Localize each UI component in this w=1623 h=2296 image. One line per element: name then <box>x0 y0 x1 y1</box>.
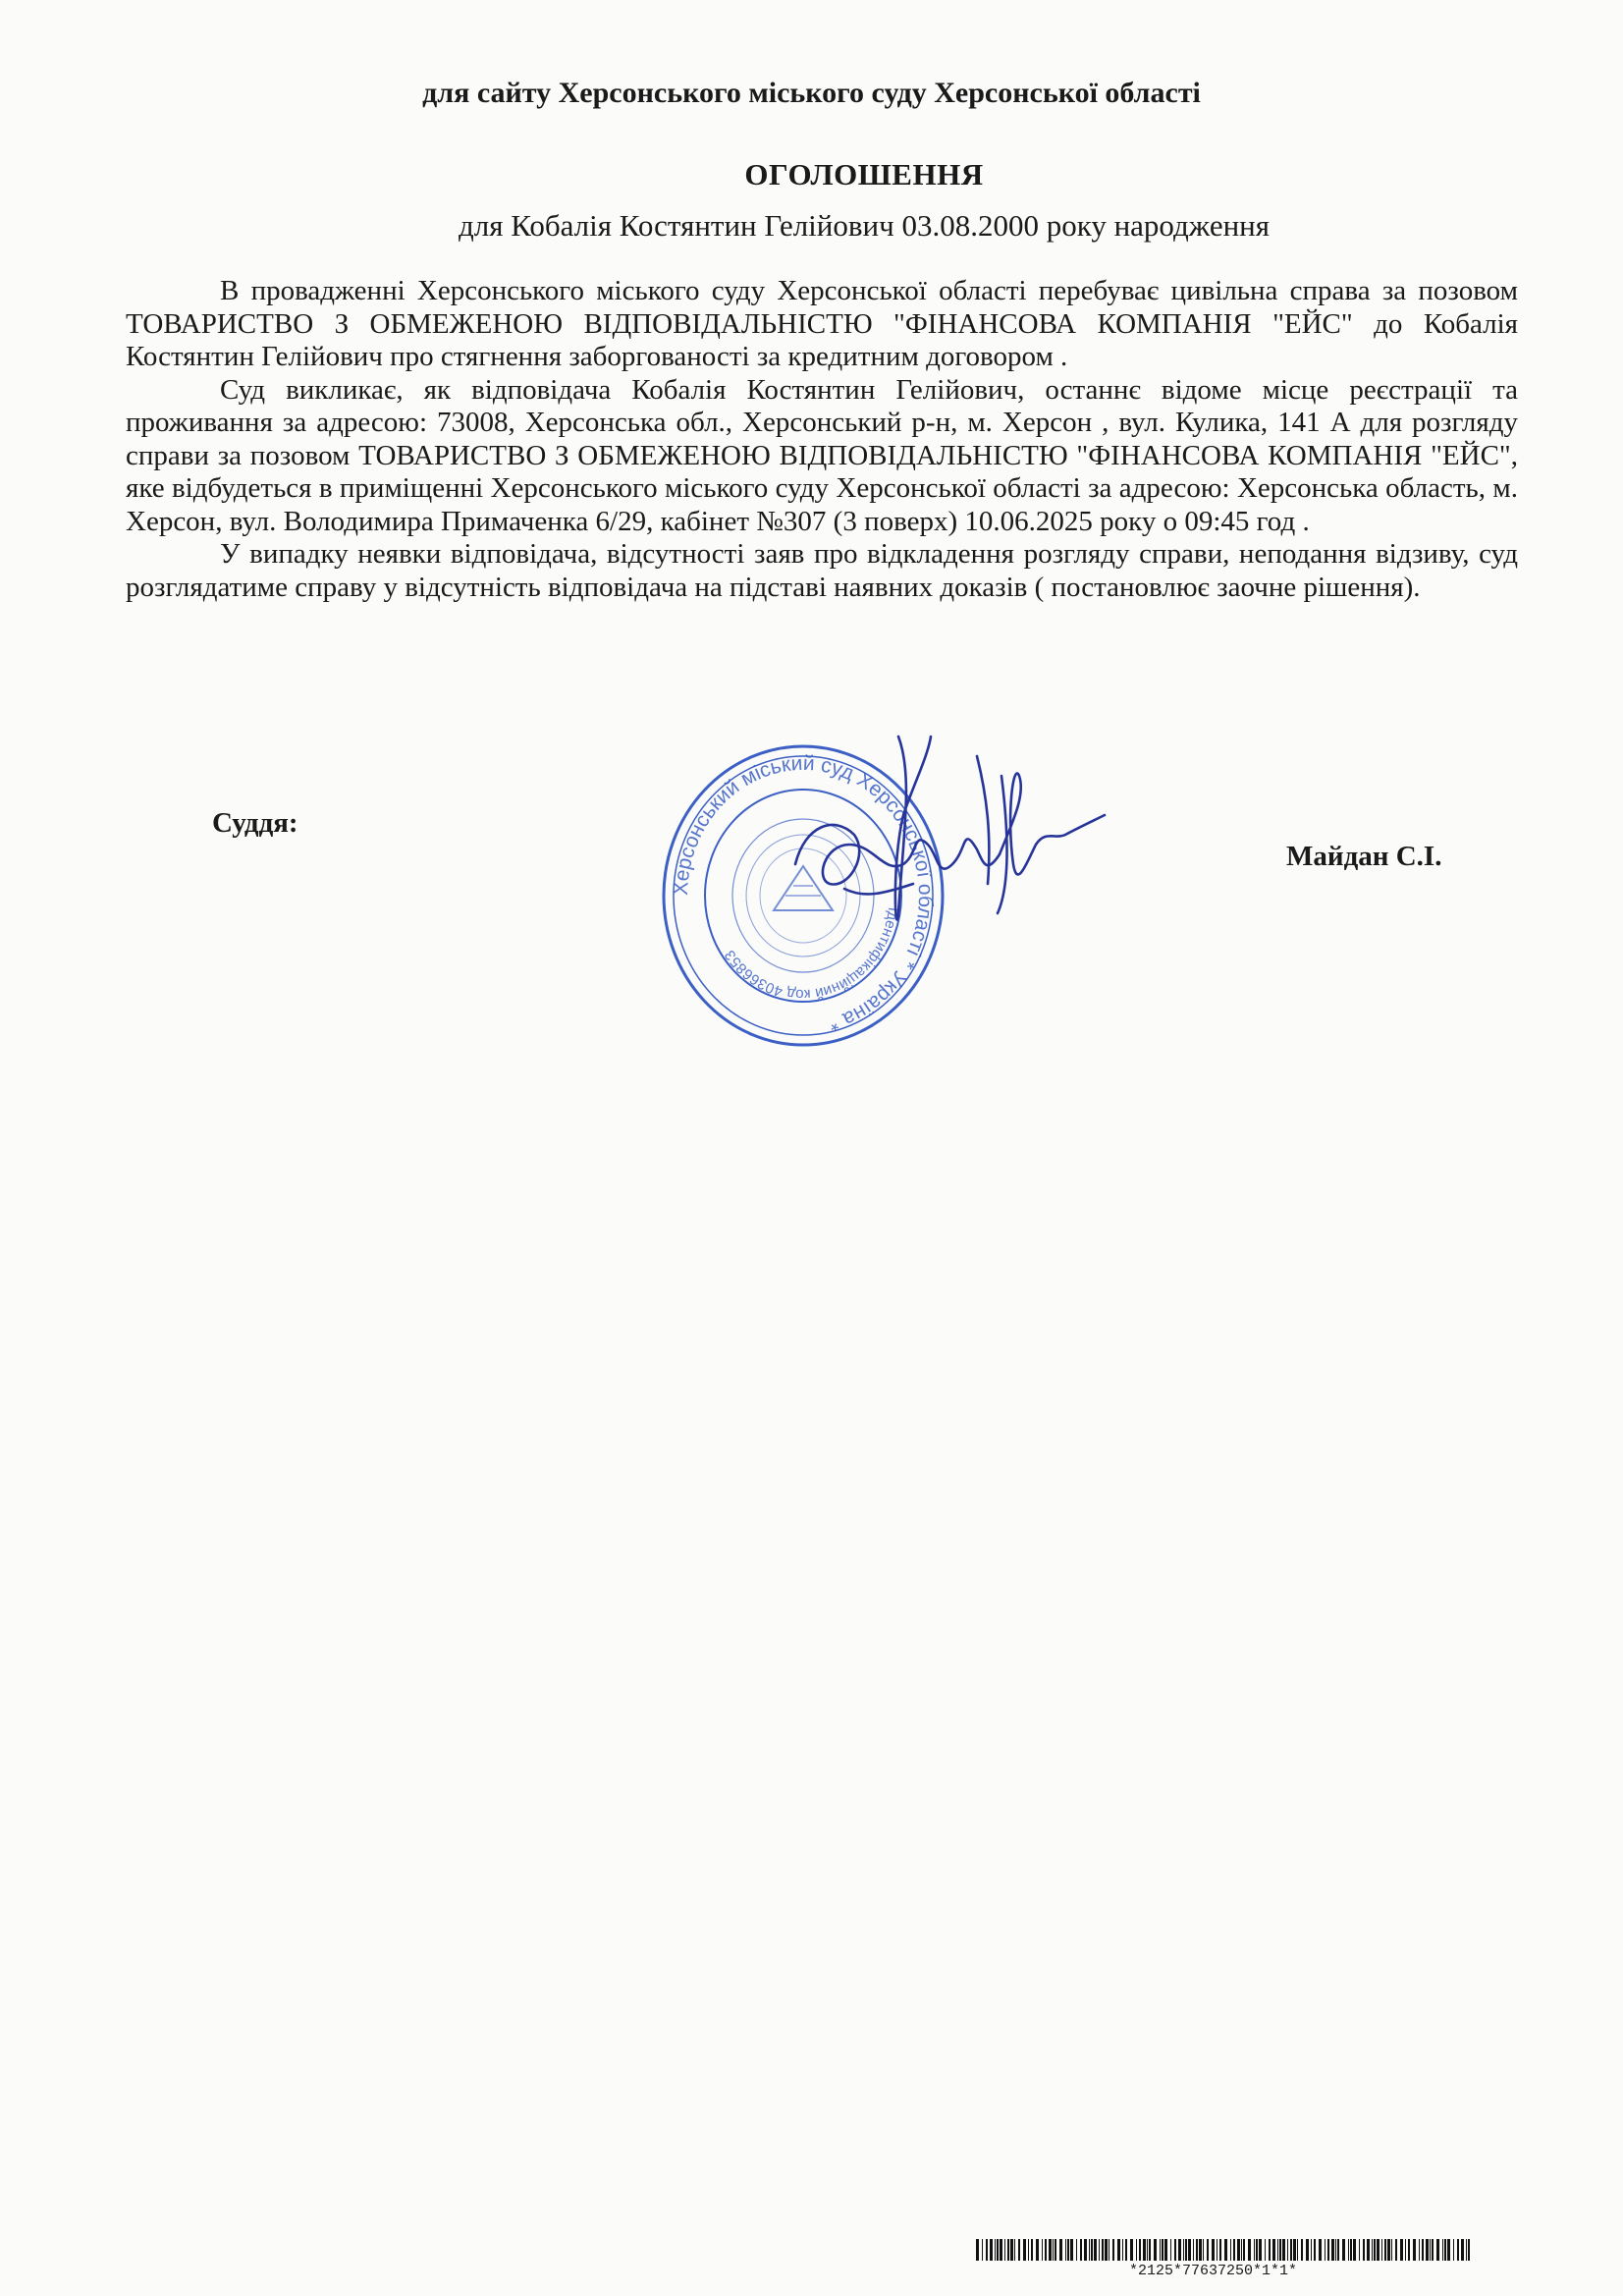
barcode-bar <box>1265 2239 1266 2261</box>
barcode-bar <box>1105 2239 1108 2261</box>
barcode-bar <box>1160 2239 1161 2261</box>
barcode-bar <box>1422 2239 1424 2261</box>
barcode-bar <box>1293 2239 1296 2261</box>
paragraph-summons: Суд викликає, як відповідача Кобалія Костянтин Гелійович, останнє відоме місце реєстрації та проживання за адресою: 73008, Херсонська обл., Херсонський р-н, м. Херсон , вул. Кулика, 141 А для розгляду справи за позовом ТОВАРИСТВО З ОБМЕЖЕНОЮ ВІДПОВІДАЛЬНІСТЮ "ФІНАНСОВА КОМПАНІЯ "ЕЙС", яке відбудеться в приміщенні Херсонського міського суду Херсонської області за адресою: Херсонська область, м. Херсон, вул. Володимира Примаченка 6/29, кабінет №307 (3 поверх) 10.06.2025 року о 09:45 год . <box>126 373 1518 537</box>
paragraph-case: В провадженні Херсонського міського суду Херсонської області перебуває цивільна справа за позовом ТОВАРИСТВО З ОБМЕЖЕНОЮ ВІДПОВІДАЛЬНІСТЮ "ФІНАНСОВА КОМПАНІЯ "ЕЙС" до Кобалія Костянтин Гелійович про стягнення заборгованості за кредитним договором . <box>126 275 1518 372</box>
barcode-bar <box>1070 2239 1073 2261</box>
barcode-bar <box>1277 2239 1278 2261</box>
barcode-bar <box>1045 2239 1047 2261</box>
barcode-bar <box>1162 2239 1163 2261</box>
barcode-bar <box>1094 2239 1097 2261</box>
barcode-bar <box>1457 2239 1459 2261</box>
barcode-bar <box>1219 2239 1221 2261</box>
barcode-bar <box>1237 2239 1240 2261</box>
barcode-bar <box>1067 2239 1069 2261</box>
barcode-bar <box>1139 2239 1141 2261</box>
barcode-bar <box>1384 2239 1386 2261</box>
barcode-bar <box>1395 2239 1397 2261</box>
barcode-bar <box>1154 2239 1157 2261</box>
barcode-bar <box>1143 2239 1146 2261</box>
barcode-bar <box>1311 2239 1312 2261</box>
barcode-bar <box>1018 2239 1020 2261</box>
barcode-bar <box>1042 2239 1043 2261</box>
barcode-bar <box>1010 2239 1013 2261</box>
barcode-bar <box>1230 2239 1231 2261</box>
barcode-bar <box>1444 2239 1446 2261</box>
barcode-bar <box>1122 2239 1123 2261</box>
barcode-bar <box>1031 2239 1033 2261</box>
barcode-bar <box>1000 2239 1002 2261</box>
barcode-bar <box>1279 2239 1281 2261</box>
barcode-bar <box>1164 2239 1167 2261</box>
barcode-bar <box>1419 2239 1420 2261</box>
barcode-bar <box>1432 2239 1434 2261</box>
barcode-bar <box>1381 2239 1382 2261</box>
barcode-bar <box>1099 2239 1100 2261</box>
barcode-bar <box>1117 2239 1120 2261</box>
announcement-body <box>126 275 1518 604</box>
barcode-bar <box>1372 2239 1373 2261</box>
barcode-bar <box>1387 2239 1390 2261</box>
barcode-bar <box>1359 2239 1360 2261</box>
barcode-bar <box>1319 2239 1322 2261</box>
barcode-bar <box>1254 2239 1255 2261</box>
barcode-bar <box>1301 2239 1303 2261</box>
barcode-bar <box>1436 2239 1439 2261</box>
barcode-bar <box>1327 2239 1329 2261</box>
barcode-bar <box>1196 2239 1198 2261</box>
barcode-bar <box>1136 2239 1137 2261</box>
seal-outer-text: Херсонський міський суд Херсонської області * Україна * <box>669 751 938 1036</box>
barcode-bar <box>1413 2239 1416 2261</box>
barcode-bar <box>1391 2239 1392 2261</box>
barcode-bar <box>1055 2239 1056 2261</box>
barcode-bar <box>1314 2239 1316 2261</box>
barcode-bar <box>995 2239 996 2261</box>
seal-inner-text: Ідентифікаційний код 40366853 <box>721 905 902 1004</box>
barcode-bar <box>1306 2239 1309 2261</box>
barcode-bar <box>1149 2239 1151 2261</box>
barcode-bar <box>1374 2239 1376 2261</box>
barcode-bar <box>1125 2239 1127 2261</box>
barcode-bar <box>986 2239 988 2261</box>
barcode-bar <box>1089 2239 1090 2261</box>
barcode-bar <box>1466 2239 1467 2261</box>
barcode-bar <box>1212 2239 1215 2261</box>
barcode-bar <box>990 2239 993 2261</box>
barcode-bar <box>1014 2239 1015 2261</box>
barcode-bar <box>1147 2239 1148 2261</box>
barcode-bar <box>1350 2239 1352 2261</box>
barcode-bar <box>1342 2239 1345 2261</box>
announcement-title: ОГОЛОШЕННЯ <box>744 157 984 191</box>
judge-signature <box>756 717 1109 953</box>
judge-label: Суддя: <box>212 807 298 839</box>
barcode-bar <box>1207 2239 1209 2261</box>
barcode-bar <box>976 2239 979 2261</box>
barcode-bar <box>1170 2239 1171 2261</box>
barcode-bar <box>1290 2239 1292 2261</box>
barcode-bar <box>1059 2239 1062 2261</box>
barcode-bar <box>1112 2239 1114 2261</box>
barcode-bar <box>1102 2239 1104 2261</box>
barcode-bar <box>1282 2239 1285 2261</box>
barcode-bar <box>1049 2239 1052 2261</box>
barcode-bar <box>1297 2239 1298 2261</box>
barcode-bar <box>1185 2239 1187 2261</box>
barcode-bar <box>1243 2239 1245 2261</box>
barcode-bar <box>1065 2239 1066 2261</box>
barcode-number: *2125*77637250*1*1* <box>1129 2263 1298 2279</box>
barcode-bar <box>1287 2239 1288 2261</box>
barcode-bar <box>1405 2239 1406 2261</box>
barcode-bar <box>1004 2239 1005 2261</box>
barcode-bar <box>1007 2239 1009 2261</box>
barcode-bar <box>1053 2239 1054 2261</box>
barcode-bar <box>1408 2239 1410 2261</box>
barcode-bar <box>1348 2239 1349 2261</box>
barcode-bar <box>1367 2239 1370 2261</box>
barcode-bar <box>1241 2239 1242 2261</box>
barcode-bar <box>1036 2239 1039 2261</box>
barcode-bar <box>1193 2239 1194 2261</box>
paragraph-consequences: У випадку неявки відповідача, відсутності заяв про відкладення розгляду справи, неподання відзиву, суд розглядатиме справу у відсутність відповідача на підставі наявних доказів ( постановлює заочне рішення). <box>126 538 1518 603</box>
barcode-bar <box>1028 2239 1029 2261</box>
barcode-bar <box>1233 2239 1235 2261</box>
barcode-bar <box>1256 2239 1258 2261</box>
barcode-bar <box>1430 2239 1431 2261</box>
barcode-bar <box>1023 2239 1026 2261</box>
barcode-bar <box>1272 2239 1275 2261</box>
barcode-bar <box>1174 2239 1176 2261</box>
barcode-bar <box>1453 2239 1454 2261</box>
site-title: для сайту Херсонського міського суду Херсонської області <box>422 77 1201 109</box>
document-barcode <box>974 2239 1475 2261</box>
barcode-bar <box>1461 2239 1464 2261</box>
barcode-bar <box>1178 2239 1181 2261</box>
barcode-bar <box>1363 2239 1365 2261</box>
barcode-bar <box>1203 2239 1204 2261</box>
barcode-bar <box>1353 2239 1356 2261</box>
barcode-bar <box>1084 2239 1087 2261</box>
barcode-bar <box>1331 2239 1334 2261</box>
barcode-bar <box>1076 2239 1077 2261</box>
barcode-bar <box>1269 2239 1271 2261</box>
announcement-subject: для Кобалія Костянтин Гелійович 03.08.2000 року народження <box>458 208 1271 243</box>
barcode-bar <box>1188 2239 1191 2261</box>
barcode-bar <box>1091 2239 1093 2261</box>
barcode-bar <box>997 2239 999 2261</box>
barcode-bar <box>1224 2239 1227 2261</box>
barcode-bar <box>1080 2239 1082 2261</box>
barcode-bar <box>982 2239 983 2261</box>
barcode-bar <box>1426 2239 1429 2261</box>
barcode-bar <box>1259 2239 1262 2261</box>
barcode-bar <box>1447 2239 1450 2261</box>
judge-name: Майдан С.І. <box>1286 841 1442 872</box>
barcode-bar <box>1337 2239 1339 2261</box>
barcode-bar <box>1400 2239 1403 2261</box>
barcode-bar <box>1468 2239 1470 2261</box>
barcode-bar <box>1377 2239 1380 2261</box>
barcode-bar <box>1248 2239 1251 2261</box>
barcode-bar <box>1335 2239 1336 2261</box>
barcode-bar <box>1442 2239 1443 2261</box>
barcode-bar <box>1130 2239 1133 2261</box>
barcode-bar <box>1183 2239 1184 2261</box>
barcode-bar <box>1199 2239 1202 2261</box>
